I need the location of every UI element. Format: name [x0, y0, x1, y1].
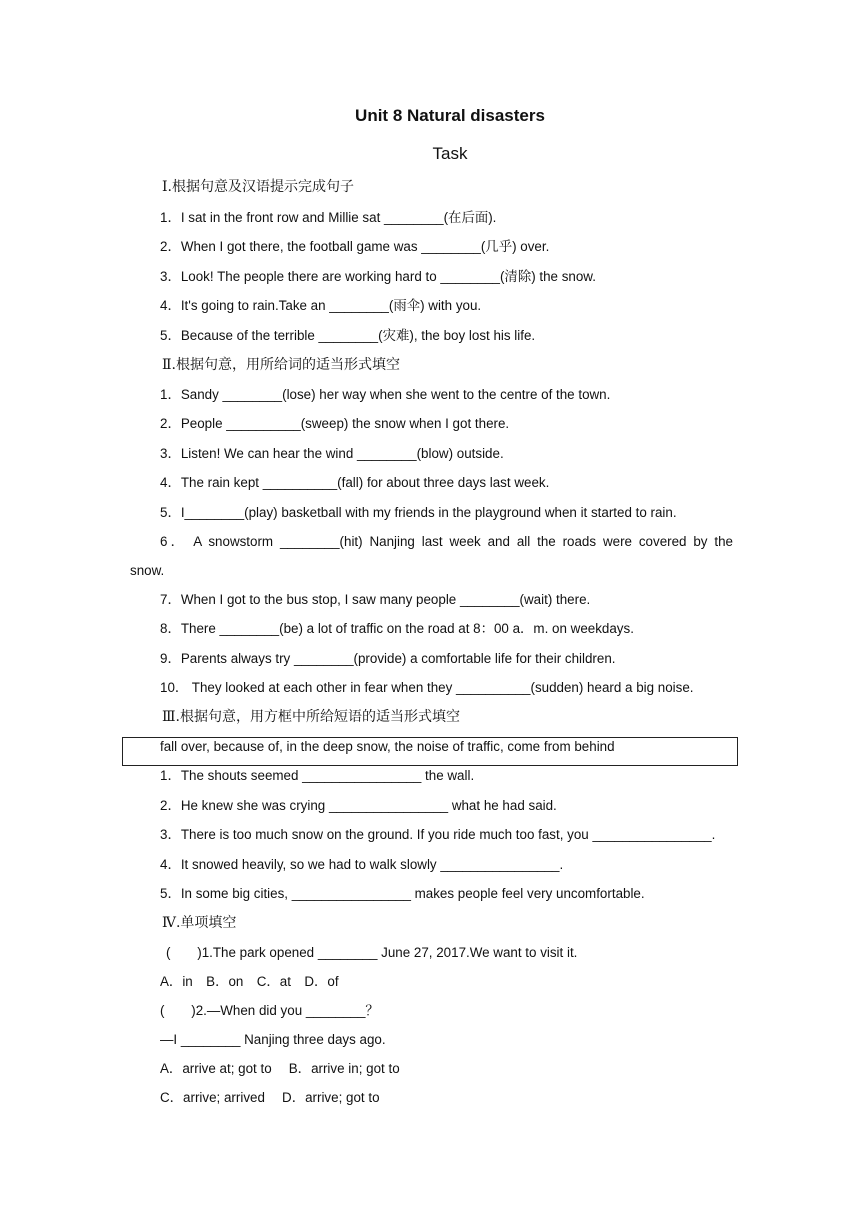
answer-options: C．arrive; arrived D．arrive; got to	[160, 1090, 380, 1105]
question-item: 1．Sandy ________(lose) her way when she went to the centre of the town.	[160, 387, 611, 402]
question-item: 6． A snowstorm ________(hit) Nanjing last week and all the roads were covered by the	[160, 534, 733, 549]
answer-options: A．in B．on C．at D．of	[160, 974, 339, 989]
answer-options: A．arrive at; got to B．arrive in; got to	[160, 1061, 400, 1076]
question-item: 9．Parents always try ________(provide) a comfortable life for their children.	[160, 651, 616, 666]
question-item: ( )1.The park opened ________ June 27, 2017.We want to visit it.	[166, 945, 578, 960]
question-item: 1．I sat in the front row and Millie sat ________(在后面).	[160, 210, 497, 225]
question-item: 4．The rain kept __________(fall) for about three days last week.	[160, 475, 550, 490]
question-item: 3．Look! The people there are working hard to ________(清除) the snow.	[160, 269, 596, 284]
question-item: 3．Listen! We can hear the wind ________(blow) outside.	[160, 446, 504, 461]
question-item: 2．When I got there, the football game was ________(几乎) over.	[160, 239, 550, 254]
section-3-heading: Ⅲ.根据句意，用方框中所给短语的适当形式填空	[162, 709, 460, 725]
question-item-response: —I ________ Nanjing three days ago.	[160, 1032, 386, 1047]
question-item: 4．It's going to rain.Take an ________(雨伞) with you.	[160, 298, 482, 313]
question-item: 4．It snowed heavily, so we had to walk slowly ________________.	[160, 857, 564, 872]
question-item: 2．People __________(sweep) the snow when I got there.	[160, 416, 510, 431]
section-1-heading: Ⅰ.根据句意及汉语提示完成句子	[162, 179, 354, 195]
question-item: 5．In some big cities, ________________ makes people feel very uncomfortable.	[160, 886, 645, 901]
question-item: 7．When I got to the bus stop, I saw many people ________(wait) there.	[160, 592, 591, 607]
question-item: 1．The shouts seemed ________________ the wall.	[160, 768, 475, 783]
section-4-heading: Ⅳ.单项填空	[162, 915, 237, 931]
document-title: Unit 8 Natural disasters	[355, 106, 545, 125]
question-item: ( )2.—When did you ________？	[160, 1003, 379, 1018]
question-item: 2．He knew she was crying ________________ what he had said.	[160, 798, 557, 813]
phrase-box	[122, 737, 738, 766]
question-item-continued: snow.	[130, 563, 165, 578]
question-item: 5．Because of the terrible ________(灾难), the boy lost his life.	[160, 328, 536, 343]
question-item: 3．There is too much snow on the ground. If you ride much too fast, you ________________.	[160, 827, 716, 842]
question-item: 5．I________(play) basketball with my friends in the playground when it started to rain.	[160, 505, 677, 520]
document-subtitle: Task	[432, 144, 468, 163]
section-2-heading: Ⅱ.根据句意，用所给词的适当形式填空	[162, 357, 400, 373]
phrase-box-text: fall over, because of, in the deep snow, the noise of traffic, come from behind	[160, 739, 615, 754]
question-item: 10． They looked at each other in fear when they __________(sudden) heard a big noise.	[160, 680, 694, 695]
question-item: 8．There ________(be) a lot of traffic on the road at 8：00 a．m. on weekdays.	[160, 621, 634, 636]
